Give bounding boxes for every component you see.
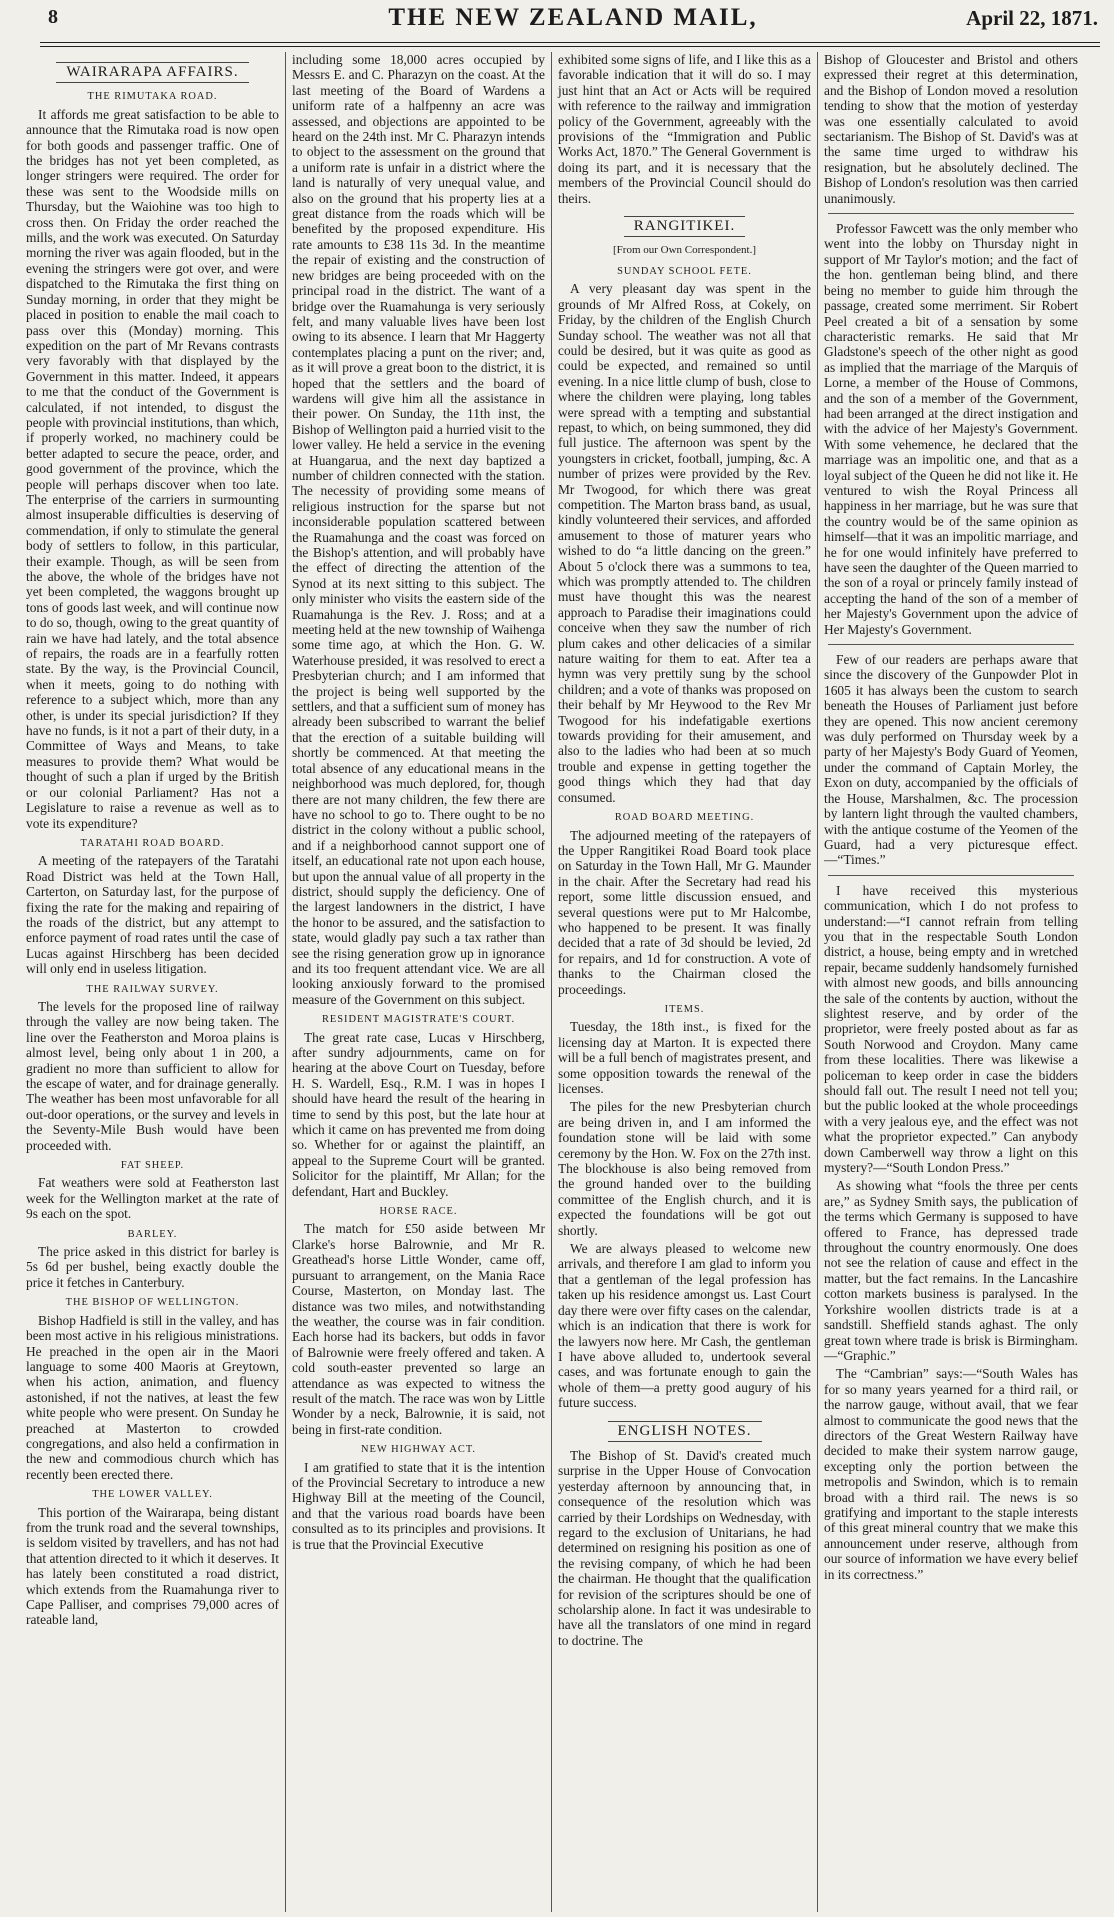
subheading: ITEMS. [664,1003,705,1015]
article-paragraph: Tuesday, the 18th inst., is fixed for the licensing day at Marton. It is expected there will be a full bench of magistrates present, and some opposition towards the renewal of the licenses. [558,1019,811,1096]
subheading: THE RIMUTAKA ROAD. [87,91,218,103]
subheading: THE RAILWAY SURVEY. [86,983,219,995]
article-paragraph: As showing what “fools the three per cents are,” as Sydney Smith says, the publication of the terms which Germany is supposed to have offered to France, has depressed trade throughout the country enormously. One does not see the relation of cause and effect in the matter, but the fact remains. In the Lancashire cotton markets business is paralysed. In the Yorkshire woollen districts trade is at a sandstill. Sheffield stands aghast. The only great town where trade is brisk is Birmingham.—“Graphic.” [824,1178,1078,1363]
article-paragraph: I am gratified to state that it is the intention of the Provincial Secretary to introduce a new Highway Bill at the meeting of the Council, and that the various road boards have been consulted as to its principles and provisions. It is true that the Provincial Executive [292,1459,545,1552]
section-title: WAIRARAPA AFFAIRS. [26,62,279,83]
article-paragraph: The adjourned meeting of the ratepayers of the Upper Rangitikei Road Board took place on Saturday in the Town Hall, Mr G. Maunder in the chair. After the Secretary had read his report, some little discussion ensued, and several questions were put to Mr Halcombe, who happened to be present. It was finally decided that a rate of 3d should be levied, 2d for repairs, and 1d for construction. A vote of thanks to the Chairman closed the proceedings. [558,827,811,997]
article-paragraph: Professor Fawcett was the only member who went into the lobby on Thursday night in support of Mr Taylor's motion; and the fact of the hon. gentleman being blind, and there being no member to guide him through the passage, created some merriment. Sir Robert Peel created a bit of a sensation by some characteristic remarks. He said that Mr Gladstone's speech of the other night as good as implied that the marriage of the Marquis of Lorne, a member of the House of Commons, and the son of a member of the Government, had been arranged at the direct instigation and with the advice of her Majesty's Government. With some vehemence, he declared that the marriage was an impolitic one, and that as a loyal subject of the Queen he did not like it. He ventured to wish the Royal Princess all happiness in her marriage, but he was sure that the country would be of the same opinion as himself—that it was an impolitic marriage, and he for one would infinitely have preferred to have seen the daughter of the Queen married to the son of a royal or princely family instead of accepting the hand of the son of a member of her Majesty's Government upon the advice of Her Majesty's Government. [824,221,1078,637]
column-4 [818,52,1084,1912]
article-paragraph: It affords me great satisfaction to be able to announce that the Rimutaka road is now open for both goods and passenger traffic. One of the bridges has not yet been completed, as longer stringers were required. The order for these was sent to the Woodside mills on Thursday, but the Waiohine was too high to cross then. On Friday the order reached the mills, and the work was executed. On Saturday morning the river was again flooded, but in the evening the stringers were got over, and were dispatched to the Rimutaka the first thing on Sunday morning, in order that they might be placed in position to enable the mail coach to pass over this (Monday) morning. This expedition on the part of Mr Revans contrasts very favorably with that displayed by the Government in this matter. Indeed, it appears to me that the conduct of the Government is calculated, if not intended, to disgust the people with provincial institutions, than which, if properly worked, no machinery could be better adapted to secure the peace, order, and good government of the province, which the people will perhaps discover when too late. The enterprise of the carriers in surmounting almost insuperable difficulties is deserving of commendation, if only to stimulate the general body of settlers to follow, in this particular, their example. Though, as will be seen from the above, the whole of the bridges have not yet been completed, the waggons brought up tons of goods last week, and will continue now to do so, though, owing to the great quantity of rain we have had lately, and the total absence of repairs, the roads are in a fearfully rotten state. By the way, is the Provincial Council, when it meets, going to do nothing with reference to a subject which, more than any other, is under its special jurisdiction? If they have no funds, is it not a part of their duty, in a Committee of Ways and Means, to take measures to provide them? What would be thought of such a plan if urged by the British or our colonial Parliament? Has not a Legislature to raise a revenue as well as to vote its expenditure? [26,106,279,831]
subheading: HORSE RACE. [379,1206,458,1218]
section-title: RANGITIKEI. [558,216,811,237]
page-number: 8 [48,6,58,28]
divider [828,213,1074,214]
article-paragraph: Bishop Hadfield is still in the valley, and has been most active in his religious ministrations. He preached in the open air in the Maori language to some 400 Maoris at Greytown, when his action, animation, and fluency astonished, if not the natives, at least the few white people who were present. On Sunday he preached at Masterton to crowded congregations, and also held a confirmation in the new and commodious church which has recently been erected there. [26,1312,279,1482]
subheading: NEW HIGHWAY ACT. [361,1444,476,1456]
correspondent-line: [From our Own Correspondent.] [613,244,756,257]
masthead-rule-lower [40,46,1100,47]
article-paragraph: A meeting of the ratepayers of the Taratahi Road District was held at the Town Hall, Carterton, on Saturday last, for the purpose of fixing the rate for the making and repairing of the roads of the district, but any attempt to enforce payment of road rates until the case of Lucas against Hirschberg has been decided will only end in useless litigation. [26,853,279,977]
article-columns [20,52,1110,1912]
subheading: FAT SHEEP. [120,1160,185,1172]
newspaper-title: THE NEW ZEALAND MAIL, [388,4,758,31]
subheading: SUNDAY SCHOOL FETE. [617,265,752,277]
article-paragraph: including some 18,000 acres occupied by Messrs E. and C. Pharazyn on the coast. At the last meeting of the Board of Wardens a uniform rate of a halfpenny an acre was assessed, and objections are appointed to be heard on the 24th inst. Mr C. Pharazyn intends to object to the assessment on the ground that a uniform rate is unfair in a district where the land is naturally of very unequal value, and also on the ground that his property lies at a great distance from the roads which will be benefited by the proposed expenditure. His rate amounts to £38 11s 3d. In the meantime the repair of existing and the construction of new bridges are being proceeded with on the principal road in the district. The want of a bridge over the Ruamahunga is very seriously felt, and many valuable lives have been lost owing to its absence. I learn that Mr Haggerty contemplates placing a punt on the river; and, as it will prove a great boon to the district, it is hoped that the settlers and the board of wardens will give him all the assistance in their power. On Sunday, the 11th inst, the Bishop of Wellington paid a hurried visit to the lower valley. He held a service in the evening at Huangarua, and the next day baptized a number of children connected with the station. The necessity of providing some means of religious instruction for the sparse but not inconsiderable population scattered between the Ruamahunga and the coast was forced on the Bishop's attention, and will probably have the effect of directing the attention of the Synod at its next sitting to this subject. The only minister who visits the eastern side of the Ruamahunga is the Rev. J. Ross; and at a meeting held at the new township of Waihenga some time ago, at which the Hon. G. W. Waterhouse presided, it was resolved to erect a Presbyterian church; and I am informed that the project is being well supported by the settlers, and that a sufficient sum of money has already been subscribed to warrant the belief that the erection of a suitable building will shortly be commenced. At that meeting the total absence of any educational means in the neighborhood was much deplored, for, though there are not many children, the few there are have no school to go to. There ought to be no district in the colony without a public school, and if a neighborhood cannot support one of itself, an educational rate not upon each house, but upon the annual value of all property in the district, should supply the deficiency. One of the largest landowners in the district, I have the honor to be assured, and the satisfaction to state, would gladly pay such a tax rather than see the rising generation grow up in ignorance and its too frequent attendant vice. We are all looking anxiously forward to the promised measure of the Government on this subject. [292,52,545,1007]
article-paragraph: Few of our readers are perhaps aware that since the discovery of the Gunpowder Plot in 1605 it has always been the custom to search beneath the Houses of Parliament just before they are opened. This now ancient ceremony was duly performed on Thursday week by a party of her Majesty's Body Guard of Yeomen, under the command of Captain Morley, the Exon on duty, accompanied by the officials of the House, Marshalmen, &c. The procession by lantern light through the vaulted chambers, with the antique costume of the Yeomen of the Guard, had a very picturesque effect.—“Times.” [824,652,1078,868]
masthead [48,0,1098,40]
article-paragraph: The match for £50 aside between Mr Clarke's horse Balrownie, and Mr R. Greathead's horse Little Wonder, came off, pursuant to arrangement, on the Mania Race Course, Masterton, on Monday last. The distance was two miles, and notwithstanding the weather, the course was in fair condition. Each horse had its backers, but odds in favor of Balrownie were freely offered and taken. A cold south-easter prevented so large an attendance as was expected to witness the result of the match. The race was won by Little Wonder by a neck, Balrownie, it is said, not being in first-rate condition. [292,1221,545,1437]
subheading: RESIDENT MAGISTRATE'S COURT. [321,1014,516,1026]
article-paragraph: This portion of the Wairarapa, being distant from the trunk road and the several townships, is seldom visited by travellers, and has not had that attention directed to it which it deserves. It has lately been constituted a road district, which extends from the Ruamahunga river to Cape Palliser, and comprises 79,000 acres of rateable land, [26,1504,279,1628]
article-paragraph: The piles for the new Presbyterian church are being driven in, and I am informed the foundation stone will be laid with some ceremony by the Hon. W. Fox on the 27th inst. The blockhouse is also being removed from the ground handed over to the building committee of the English church, and it is expected the foundations will be got out shortly. [558,1099,811,1238]
subheading: BARLEY. [127,1228,178,1240]
article-paragraph: A very pleasant day was spent in the grounds of Mr Alfred Ross, at Cokely, on Friday, by the children of the English Church Sunday school. The weather was not all that could be desired, but it was quite as good as could be expected, and remained so until evening. In a nice little clump of bush, close to where the children were playing, long tables were spread with a tempting and substantial repast, to which, on being summoned, they did full justice. The afternoon was spent by the youngsters in cricket, football, jumping, &c. A number of prizes were provided by the Rev. Mr Twogood, for which there was great competition. The Marton brass band, as usual, kindly volunteered their services, and afforded amusement to those of maturer years who wished to do “a little dancing on the green.” About 5 o'clock there was a summons to tea, which was promptly attended to. The children must have thought this was the nearest approach to Paradise their imaginations could conceive when they saw the number of rich plum cakes and other delicacies of a similar nature waiting for them to eat. After tea a hymn was very prettily sung by the school children; and a vote of thanks was proposed on their behalf by Mr Heywood to the Rev Mr Twogood for his indefatigable exertions towards providing for their amusement, and also to the ladies who had been at so much trouble and expense in getting together the good things which they had that day consumed. [558,281,811,805]
article-paragraph: The levels for the proposed line of railway through the valley are now being taken. The line over the Featherston and Moroa plains is almost level, being only about 1 in 200, a gradient no more than sufficient to allow for the escape of water, and for drainage generally. The weather has been most unfavorable for all out-door operations, or the survey and levels in the Seventy-Mile Bush would have been proceeded with. [26,998,279,1153]
article-paragraph: exhibited some signs of life, and I like this as a favorable indication that it will do so. I may just hint that an Act or Acts will be required with reference to the railway and immigration policy of the Government, agreeably with the provisions of the “Immigration and Public Works Act, 1870.” The General Government is doing its part, and it is necessary that the members of the Provincial Council should do theirs. [558,52,811,206]
column-1 [20,52,286,1912]
subheading: THE BISHOP OF WELLINGTON. [65,1297,240,1309]
masthead-rule [40,42,1100,43]
issue-date: April 22, 1871. [966,6,1098,30]
article-paragraph: I have received this mysterious communication, which I do not profess to understand:—“I cannot refrain from telling you that in the respectable South London district, a house, being empty and in wretched repair, became suddenly handsomely furnished with almost new goods, and bills announcing the sale of the contents by auction, without the slightest reserve, and by order of the proprietor, were freely posted about as far as South Norwood and Croydon. Many came from these localities. There was likewise a policeman to keep order in case the bidders should fall out. The result I need not tell you; but the public looked at the whole proceedings with a very jealous eye, and the effect was not what the proprietor expected.” Can anybody down Camberwell way throw a light on this mystery?—“South London Press.” [824,882,1078,1176]
column-3 [552,52,818,1912]
article-paragraph: We are always pleased to welcome new arrivals, and therefore I am glad to inform you that a gentleman of the legal profession has taken up his residence amongst us. Last Court day there were over fifty cases on the calendar, which is an indication that there is work for the lawyers now here. Mr Cash, the gentleman I have above alluded to, undertook several cases, and was fortunate enough to gain the whole of them—a pretty good augury of his future success. [558,1241,811,1411]
subheading: THE LOWER VALLEY. [92,1489,213,1501]
divider [828,875,1074,876]
divider [828,644,1074,645]
article-paragraph: The Bishop of St. David's created much surprise in the Upper House of Convocation yesterday afternoon by announcing that, in consequence of the resolution which was carried by their Lordships on Wednesday, with regard to the exclusion of Unitarians, he had determined on resigning his position as one of the revising company, of which he had been the chairman. He thought that the qualification for revision of the scriptures should be one of scholarship alone. In fact it was undesirable to have all the translators of one mind in regard to doctrine. The [558,1447,811,1648]
subheading: TARATAHI ROAD BOARD. [80,837,225,849]
column-2 [286,52,552,1912]
article-paragraph: The great rate case, Lucas v Hirschberg, after sundry adjournments, came on for hearing at the above Court on Tuesday, before H. S. Wardell, Esq., R.M. I was in hopes I should have heard the result of the hearing in time to send by this post, but the late hour at which it came on has prevented me from doing so. Whether for or against the plaintiff, an appeal to the Supreme Court will be granted. Solicitor for the plaintiff, Mr Allan; for the defendant, Hart and Buckley. [292,1029,545,1199]
section-title: ENGLISH NOTES. [558,1421,811,1442]
article-paragraph: Fat weathers were sold at Featherston last week for the Wellington market at the rate of 9s each on the spot. [26,1175,279,1222]
subheading: ROAD BOARD MEETING. [614,812,755,824]
article-paragraph: The price asked in this district for barley is 5s 6d per bushel, being exactly double the price it fetches in Canterbury. [26,1244,279,1290]
article-paragraph: Bishop of Gloucester and Bristol and others expressed their regret at this determination, and the Bishop of London moved a resolution tending to show that the motion of yesterday was one essentially calculated to avoid sectarianism. The Bishop of St. David's was at the same time urged to withdraw his resignation, but he absolutely declined. The Bishop of London's resolution was then carried unanimously. [824,52,1078,206]
article-paragraph: The “Cambrian” says:—“South Wales has for so many years yearned for a third rail, or the narrow gauge, without avail, that we fear almost to communicate the good news that the directors of the Great Western Railway have decided to make their system narrow gauge, excepting only the portion between the metropolis and Swindon, which is to remain broad with a third rail. The news is so gratifying and important to the staple interests of this great mineral country that we make this announcement under reserve, although from our source of information we have every belief in its correctness.” [824,1366,1078,1582]
